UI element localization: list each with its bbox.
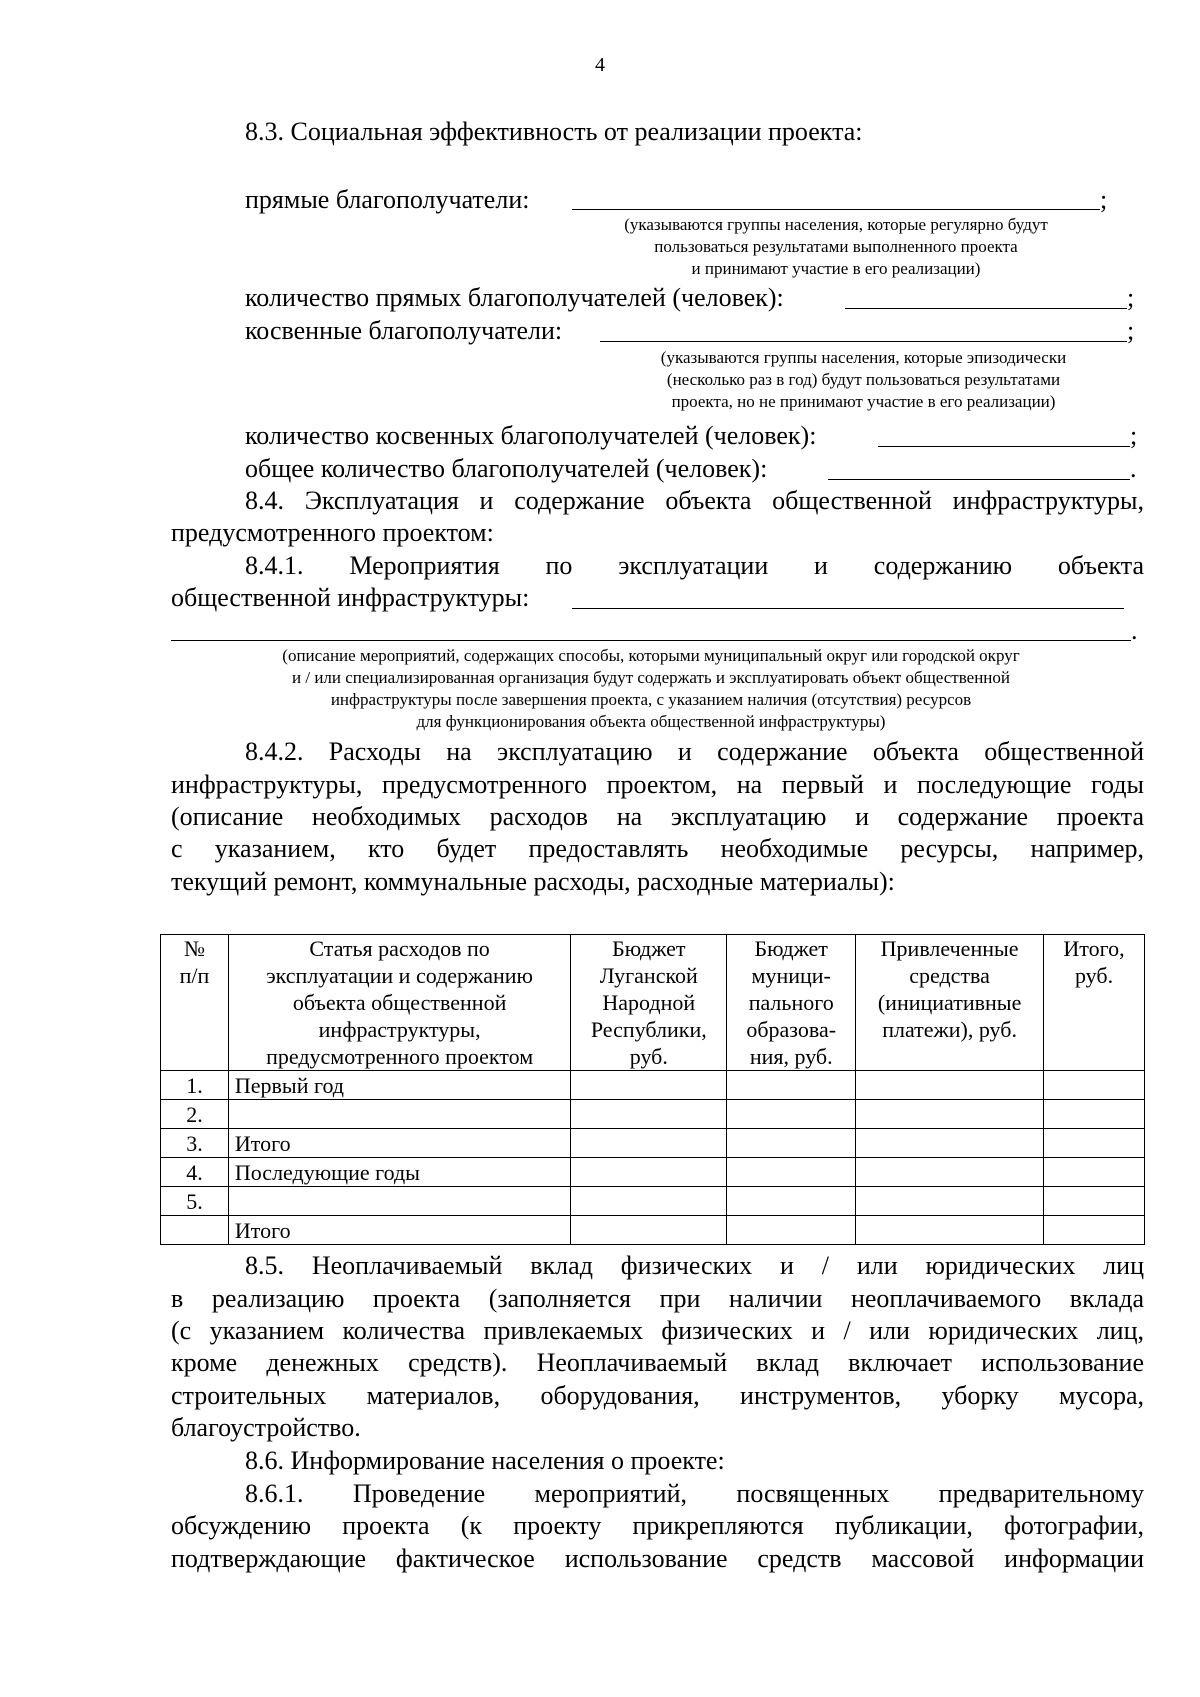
cell-lnr[interactable] — [571, 1129, 727, 1158]
cell-attracted[interactable] — [856, 1100, 1044, 1129]
table-row — [161, 1187, 1145, 1216]
row-item[interactable] — [228, 1100, 570, 1129]
section-8-4-1-line2: общественной инфраструктуры: — [171, 583, 530, 612]
section-8-4-heading-line1: 8.4. Эксплуатация и содержание объекта общественной инфраструктуры, — [245, 486, 1144, 515]
section-8-5-line4: кроме денежных средств). Неоплачиваемый вклад включает использование — [171, 1348, 1144, 1377]
note-line: и / или специализированная организация будут содержать и эксплуатировать объект общественной — [292, 668, 1010, 687]
semicolon: ; — [1127, 283, 1135, 312]
direct-beneficiaries-note — [572, 214, 1100, 280]
section-8-6-1-line1: 8.6.1. Проведение мероприятий, посвященных предварительному — [245, 1479, 1144, 1508]
cell-total[interactable] — [1044, 1071, 1145, 1100]
row-num: 1. — [161, 1071, 229, 1100]
table-row — [161, 1129, 1145, 1158]
header-lnr-budget: Бюджет Луганской Народной Республики, руб. — [571, 935, 727, 1071]
row-item[interactable] — [228, 1187, 570, 1216]
total-count-label: общее количество благополучателей (человек): — [245, 454, 768, 483]
note-line: проекта, но не принимают участие в его реализации) — [671, 392, 1056, 411]
direct-beneficiaries-blank[interactable] — [572, 209, 1100, 210]
cell-attracted[interactable] — [856, 1071, 1044, 1100]
cell-municipal[interactable] — [727, 1100, 856, 1129]
section-8-4-2-line1: 8.4.2. Расходы на эксплуатацию и содержание объекта общественной — [245, 737, 1144, 766]
section-8-6-heading: 8.6. Информирование населения о проекте: — [245, 1446, 725, 1475]
cell-total[interactable] — [1044, 1100, 1145, 1129]
section-8-5-line3: (с указанием количества привлекаемых физических и / или юридических лиц, — [171, 1316, 1144, 1345]
table-header-row — [161, 935, 1145, 1071]
table-row — [161, 1216, 1145, 1245]
indirect-count-blank[interactable] — [878, 446, 1130, 447]
section-8-4-2-line2: инфраструктуры, предусмотренного проектом, на первый и последующие годы — [171, 770, 1144, 799]
cell-total[interactable] — [1044, 1187, 1145, 1216]
semicolon: ; — [1130, 421, 1138, 450]
cell-attracted[interactable] — [856, 1216, 1044, 1245]
indirect-count-label: количество косвенных благополучателей (человек): — [245, 421, 817, 450]
page-number: 4 — [595, 54, 605, 76]
section-8-3-heading: 8.3. Социальная эффективность от реализации проекта: — [245, 117, 863, 146]
cell-lnr[interactable] — [571, 1071, 727, 1100]
header-item: Статья расходов по эксплуатации и содержанию объекта общественной инфраструктуры, предусмотренного проектом — [228, 935, 570, 1071]
cell-lnr[interactable] — [571, 1216, 727, 1245]
section-8-4-2-line4: с указанием, кто будет предоставлять необходимые ресурсы, например, — [171, 834, 1144, 863]
cell-municipal[interactable] — [727, 1071, 856, 1100]
measures-blank-1[interactable] — [572, 608, 1124, 609]
section-8-6-1-line2: обсуждению проекта (к проекту прикрепляются публикации, фотографии, — [171, 1511, 1144, 1540]
section-8-5-line1: 8.5. Неоплачиваемый вклад физических и / или юридических лиц — [245, 1251, 1144, 1280]
cell-attracted[interactable] — [856, 1158, 1044, 1187]
cell-lnr[interactable] — [571, 1100, 727, 1129]
note-line: (указываются группы населения, которые эпизодически — [660, 348, 1067, 367]
row-num — [161, 1216, 229, 1245]
note-line: и принимают участие в его реализации) — [691, 259, 981, 278]
note-line: инфраструктуры после завершения проекта, с указанием наличия (отсутствия) ресурсов — [330, 690, 972, 709]
cell-total[interactable] — [1044, 1216, 1145, 1245]
cell-attracted[interactable] — [856, 1187, 1044, 1216]
cell-municipal[interactable] — [727, 1129, 856, 1158]
row-item: Итого — [228, 1129, 570, 1158]
section-8-6-1-line3: подтверждающие фактическое использование средств массовой информации — [171, 1544, 1144, 1573]
table-row — [161, 1100, 1145, 1129]
row-num: 3. — [161, 1129, 229, 1158]
row-num: 4. — [161, 1158, 229, 1187]
cell-lnr[interactable] — [571, 1158, 727, 1187]
note-line: (несколько раз в год) будут пользоваться результатами — [666, 370, 1061, 389]
row-item: Последующие годы — [228, 1158, 570, 1187]
indirect-beneficiaries-note — [600, 347, 1127, 413]
note-line: для функционирования объекта общественной инфраструктуры) — [416, 712, 886, 731]
header-attracted-funds: Привлеченные средства (инициативные платежи), руб. — [856, 935, 1044, 1071]
header-municipal-budget: Бюджет муници- пального образова- ния, руб. — [727, 935, 856, 1071]
direct-count-label: количество прямых благополучателей (человек): — [245, 283, 784, 312]
cell-attracted[interactable] — [856, 1129, 1044, 1158]
section-8-4-2-line5: текущий ремонт, коммунальные расходы, расходные материалы): — [171, 867, 895, 896]
section-8-5-line5: строительных материалов, оборудования, инструментов, уборку мусора, — [171, 1381, 1144, 1410]
direct-beneficiaries-label: прямые благополучатели: — [245, 185, 530, 214]
header-total: Итого, руб. — [1044, 935, 1145, 1071]
table-row — [161, 1158, 1145, 1187]
cell-municipal[interactable] — [727, 1216, 856, 1245]
period: . — [1130, 454, 1137, 483]
table-row — [161, 1071, 1145, 1100]
cell-lnr[interactable] — [571, 1187, 727, 1216]
row-num: 2. — [161, 1100, 229, 1129]
section-8-4-2-line3: (описание необходимых расходов на эксплуатацию и содержание проекта — [171, 802, 1144, 831]
row-item: Итого — [228, 1216, 570, 1245]
section-8-5-line2: в реализацию проекта (заполняется при наличии неоплачиваемого вклада — [171, 1284, 1144, 1313]
row-num: 5. — [161, 1187, 229, 1216]
cell-total[interactable] — [1044, 1158, 1145, 1187]
section-8-4-heading-line2: предусмотренного проектом: — [171, 518, 494, 547]
note-line: (описание мероприятий, содержащих способы, которыми муниципальный округ или городской округ — [282, 646, 1020, 665]
period: . — [1131, 616, 1138, 645]
section-8-4-1-line1: 8.4.1. Мероприятия по эксплуатации и содержанию объекта — [245, 551, 1144, 580]
cell-municipal[interactable] — [727, 1158, 856, 1187]
indirect-beneficiaries-label: косвенные благополучатели: — [245, 316, 563, 345]
measures-blank-2[interactable] — [171, 640, 1131, 641]
indirect-beneficiaries-blank[interactable] — [600, 341, 1127, 342]
header-num: № п/п — [161, 935, 229, 1071]
total-count-blank[interactable] — [828, 479, 1130, 480]
note-line: (указываются группы населения, которые регулярно будут — [624, 215, 1048, 234]
semicolon: ; — [1127, 316, 1135, 345]
direct-count-blank[interactable] — [845, 308, 1127, 309]
row-item: Первый год — [228, 1071, 570, 1100]
note-line: пользоваться результатами выполненного проекта — [654, 237, 1018, 256]
cell-total[interactable] — [1044, 1129, 1145, 1158]
semicolon: ; — [1100, 185, 1108, 214]
measures-note — [171, 645, 1131, 733]
expenses-table — [160, 934, 1145, 1245]
cell-municipal[interactable] — [727, 1187, 856, 1216]
section-8-5-line6: благоустройство. — [171, 1413, 361, 1442]
